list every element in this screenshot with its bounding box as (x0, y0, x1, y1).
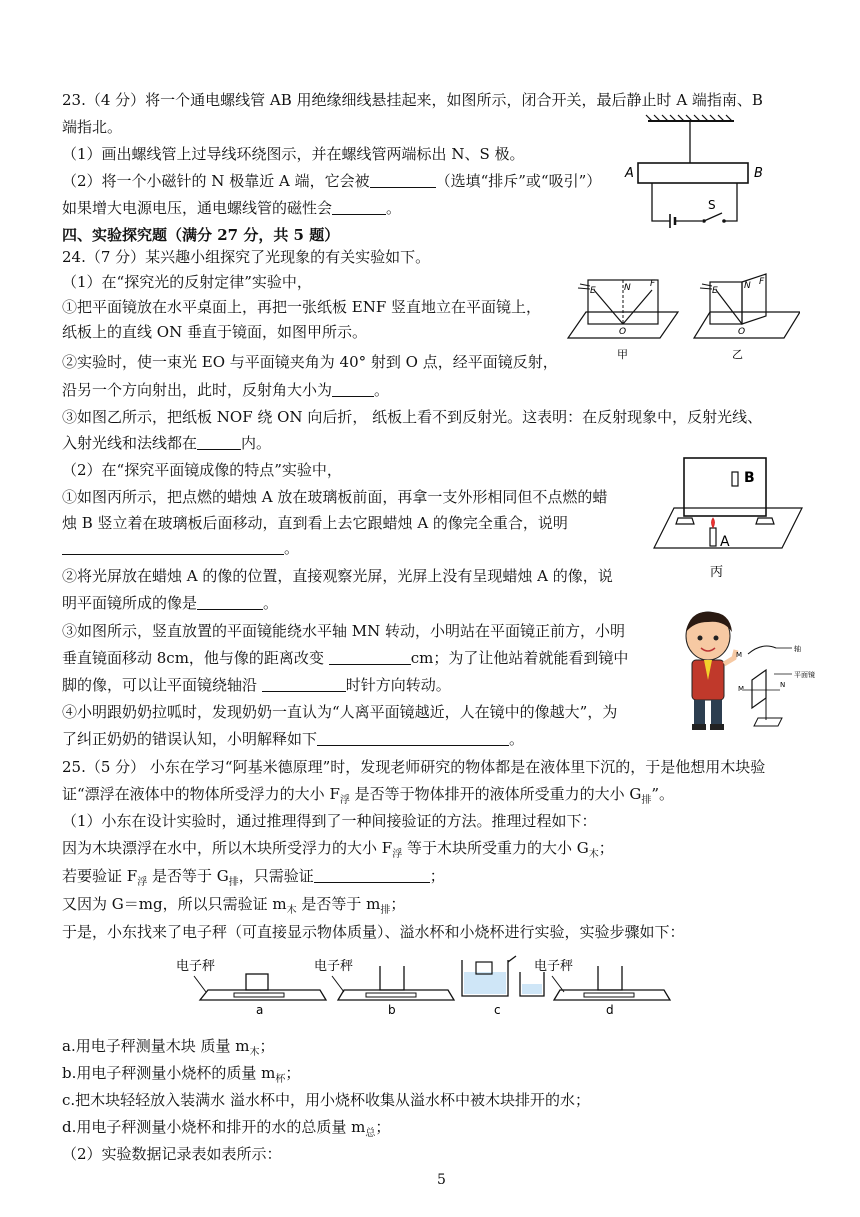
answer-blank[interactable] (332, 198, 386, 215)
svg-text:b: b (388, 1003, 396, 1017)
section-title: 四、实验探究题（满分 27 分，共 5 题） (62, 226, 340, 244)
q24-sub2-step1b: 烛 B 竖立着在玻璃板后面移动，直到看上去它跟蜡烛 A 的像完全重合，说明 (62, 514, 568, 532)
answer-blank[interactable] (262, 675, 346, 692)
q24-sub2-step3b: 垂直镜面移动 8cm，他与像的距离改变 cm；为了让他站着就能看到镜中 (62, 649, 629, 667)
end-a-label: A (625, 166, 634, 181)
q24-sub1-step1b: 纸板上的直线 ON 垂直于镜面，如图甲所示。 (62, 323, 367, 341)
svg-text:N: N (780, 681, 786, 689)
flame-icon (712, 518, 715, 528)
svg-text:M: M (738, 685, 745, 693)
candle-a-label: A (720, 534, 730, 550)
q25-step-c: c.把木块轻轻放入装满水 溢水杯中，用小烧杯收集从溢水杯中被木块排开的水； (62, 1091, 590, 1109)
glass-plate (684, 458, 766, 516)
answer-blank[interactable] (197, 433, 241, 450)
svg-text:电子秤: 电子秤 (534, 959, 574, 974)
small-beaker-icon (380, 966, 404, 990)
wood-block-icon (246, 974, 268, 990)
q24-sub1: （1）在“探究光的反射定律”实验中， (62, 273, 312, 291)
q25-line2: 证“漂浮在液体中的物体所受浮力的大小 $F_浮$ 是否等于物体排开的液体所受重力的大小 $G_排$”。 (62, 785, 675, 806)
q24-sub2-step3d: 脚的像，可以让平面镜绕轴沿 时针方向转动。 (62, 676, 451, 694)
solenoid-tube (638, 163, 748, 183)
svg-text:c: c (494, 1003, 501, 1017)
experiment-steps-figure (170, 952, 680, 1018)
q24-sub1-step3a: ③如图乙所示，把纸板 NOF 绕 ON 向后折， 纸板上看不到反射光。这表明：在反射现象中，反射光线、 (62, 408, 763, 426)
scale-b (338, 990, 454, 1000)
svg-text:O: O (738, 327, 746, 337)
candle-b-icon (732, 472, 738, 486)
candle-b-label: B (744, 470, 755, 486)
q23-line2: 端指北。 (62, 118, 123, 136)
svg-text:N: N (624, 283, 631, 293)
svg-text:F: F (650, 279, 656, 289)
svg-text:E: E (712, 286, 718, 296)
q25-step-a: a.用电子秤测量木块 质量 $m_木$； (62, 1037, 275, 1058)
label-bing: 丙 (710, 565, 724, 580)
q24-sub2-step4a: ④小明跟奶奶拉呱时，发现奶奶一直认为“人离平面镜越近，人在镜中的像越大”，为 (62, 703, 618, 721)
q25-sub2: （2）实验数据记录表如表所示： (62, 1145, 282, 1163)
q25-step-b: b.用电子秤测量小烧杯的质量 $m_杯$； (62, 1064, 301, 1085)
reflection-figures (560, 270, 800, 370)
answer-blank[interactable] (62, 538, 284, 555)
q25-line1: 25.（5 分） 小东在学习“阿基米德原理”时，发现老师研究的物体都是在液体里下沉的，于是他想用木块验 (62, 758, 766, 776)
q25-reason4: 于是，小东找来了电子秤（可直接显示物体质量）、溢水杯和小烧杯进行实验，实验步骤如下： (62, 923, 685, 941)
answer-blank[interactable] (332, 380, 374, 397)
q24-line1: 24.（7 分）某兴趣小组探究了光现象的有关实验如下。 (62, 248, 431, 266)
answer-blank[interactable] (314, 866, 430, 883)
svg-text:平面镜: 平面镜 (794, 671, 815, 679)
q24-sub2-step3a: ③如图所示，竖直放置的平面镜能绕水平轴 MN 转动，小明站在平面镜正前方，小明 (62, 622, 626, 640)
svg-text:N: N (744, 281, 751, 291)
svg-text:a: a (256, 1003, 264, 1017)
q25-reason2: 若要验证 $F_浮$ 是否等于 $G_排$，只需验证 ； (62, 867, 445, 888)
svg-text:O: O (619, 327, 627, 337)
q25-reason3: 又因为 G＝mg，所以只需验证 $m_木$ 是否等于 $m_排$； (62, 895, 406, 916)
scale-d (554, 990, 670, 1000)
q23-part2: （2）将一个小磁针的 N 极靠近 A 端，它会被 （选填“排斥”或“吸引”） (62, 172, 602, 190)
svg-text:M: M (736, 651, 743, 659)
switch-label: S (708, 198, 716, 212)
answer-blank[interactable] (317, 729, 509, 746)
svg-text:F: F (759, 277, 765, 287)
q23-part3: 如果增大电源电压，通电螺线管的磁性会 。 (62, 199, 402, 217)
candle-mirror-figure (652, 452, 808, 586)
svg-text:电子秤: 电子秤 (314, 959, 354, 974)
q24-sub2-step1a: ①如图丙所示，把点燃的蜡烛 A 放在玻璃板前面，再拿一支外形相同但不点燃的蜡 (62, 488, 608, 506)
label-jia: 甲 (617, 348, 628, 361)
q24-sub1-step2b: 沿另一个方向射出，此时，反射角大小为 。 (62, 381, 390, 399)
q25-step-d: d.用电子秤测量小烧杯和排开的水的总质量 $m_总$； (62, 1118, 391, 1139)
q24-sub2-step2a: ②将光屏放在蜡烛 A 的像的位置，直接观察光屏，光屏上没有呈现蜡烛 A 的像，说 (62, 567, 613, 585)
q24-sub1-step1a: ①把平面镜放在水平桌面上，再把一张纸板 ENF 竖直地立在平面镜上， (62, 298, 542, 316)
answer-blank[interactable] (329, 648, 411, 665)
svg-text:d: d (606, 1003, 614, 1017)
q25-reason1: 因为木块漂浮在水中，所以木块所受浮力的大小 $F_浮$ 等于木块所受重力的大小 $G_木$； (62, 839, 614, 860)
answer-blank[interactable] (370, 171, 436, 188)
q24-sub2-step2b: 明平面镜所成的像是 。 (62, 594, 279, 612)
q23-line1: 23.（4 分）将一个通电螺线管 AB 用绝缘细线悬挂起来，如图所示，闭合开关，最后静止时 A 端指南、B (62, 91, 763, 109)
rotating-mirror-figure (736, 640, 832, 730)
scale-label-a: 电子秤 (176, 959, 216, 974)
answer-blank[interactable] (197, 593, 263, 610)
q23-part1: （1）画出螺线管上过导线环绕图示，并在螺线管两端标出 N、S 极。 (62, 145, 525, 163)
label-yi: 乙 (732, 348, 743, 361)
switch-icon (704, 213, 722, 221)
q25-sub1: （1）小东在设计实验时，通过推理得到了一种间接验证的方法。推理过程如下： (62, 812, 597, 830)
q24-sub2-step1c: 。 (62, 538, 299, 558)
page-number: 5 (437, 1172, 446, 1188)
rotation-arrow-icon (748, 646, 776, 654)
q24-sub2: （2）在“探究平面镜成像的特点”实验中， (62, 461, 342, 479)
svg-text:轴: 轴 (794, 645, 801, 653)
candle-a-icon (710, 528, 716, 546)
q24-sub1-step3b: 入射光线和法线都在 内。 (62, 434, 272, 452)
q24-sub1-step2a: ②实验时，使一束光 EO 与平面镜夹角为 40° 射到 O 点，经平面镜反射， (62, 353, 558, 371)
end-b-label: B (754, 166, 763, 181)
q24-sub2-step4b: 了纠正奶奶的错误认知，小明解释如下 。 (62, 730, 525, 748)
svg-text:E: E (590, 286, 596, 296)
solenoid-figure (622, 113, 772, 233)
mirror-panel (752, 670, 766, 708)
scale-a (200, 990, 326, 1000)
